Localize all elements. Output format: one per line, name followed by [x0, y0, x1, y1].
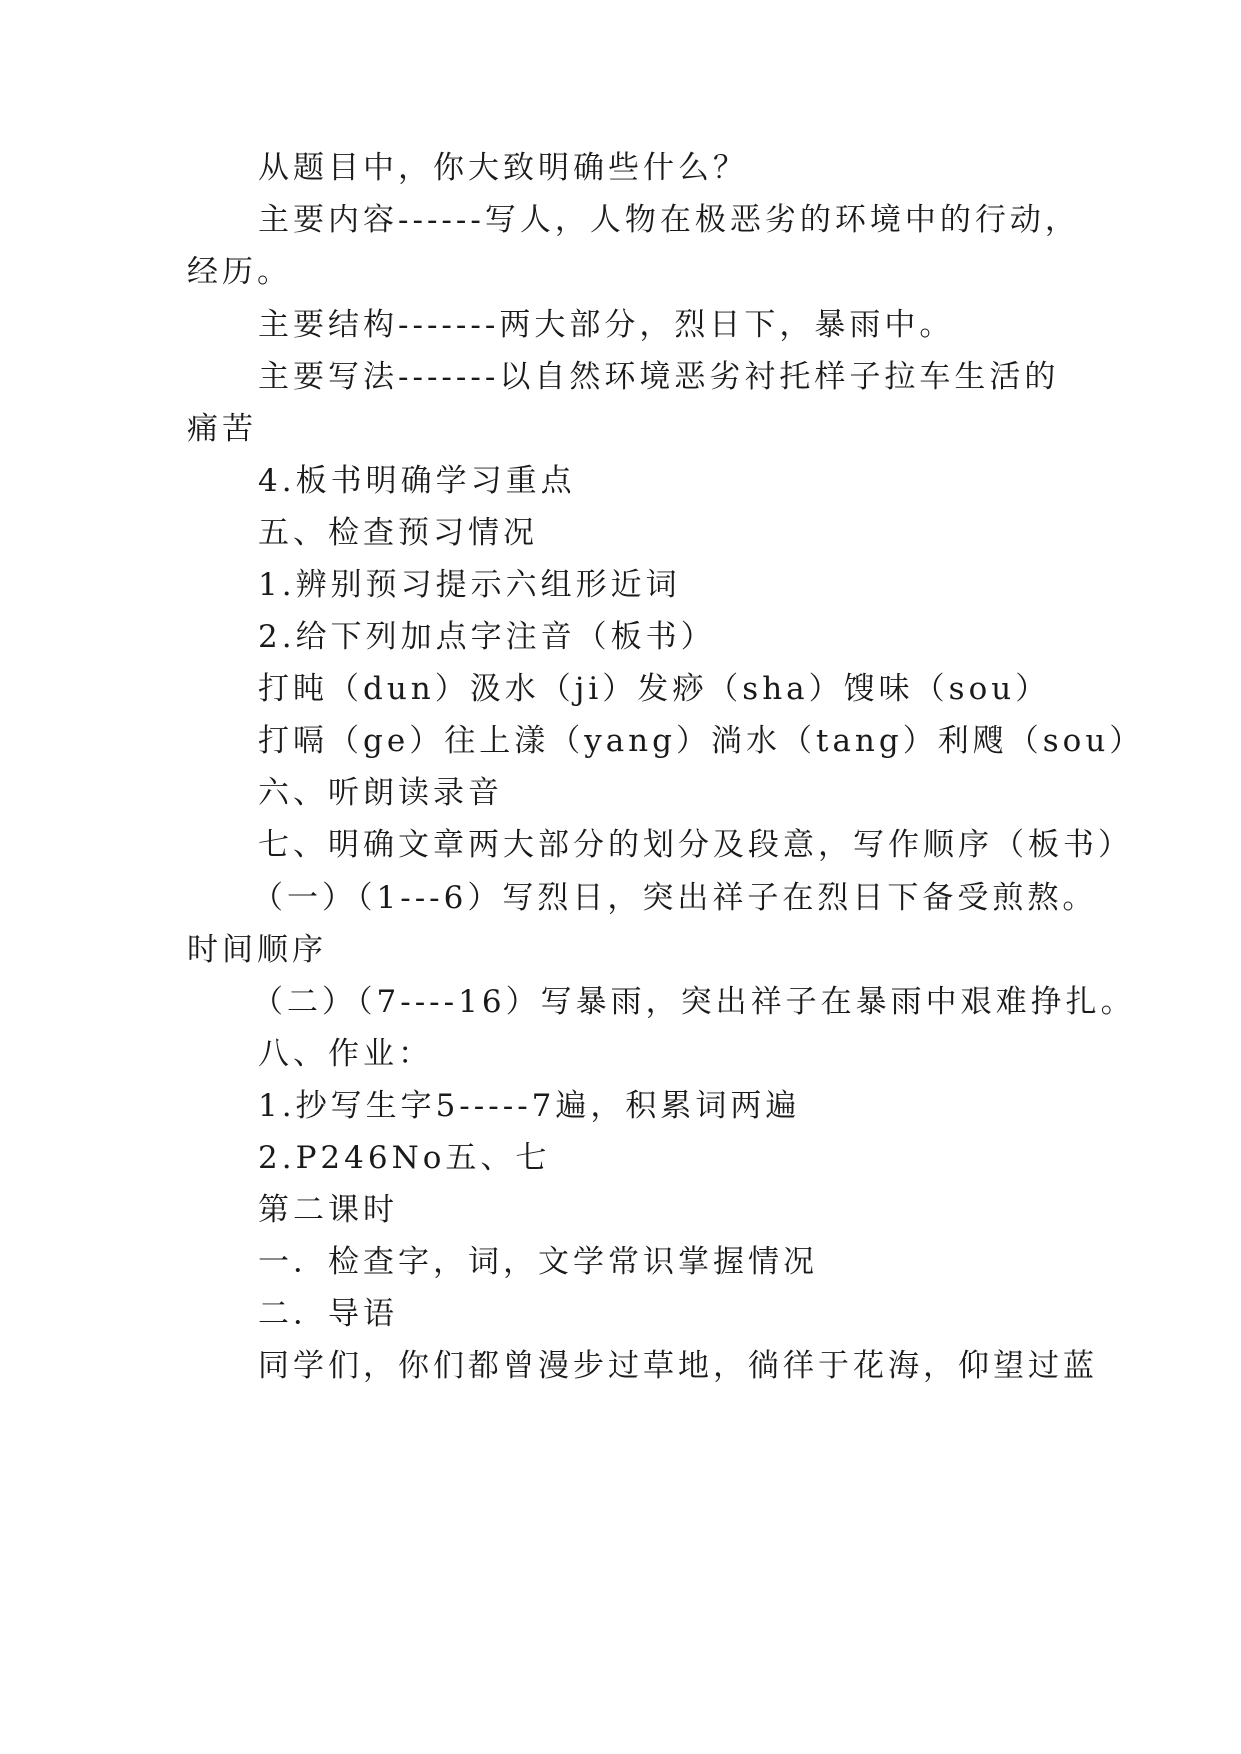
text-line-17: （二）（7----16）写暴雨，突出祥子在暴雨中艰难挣扎。: [252, 984, 1136, 1020]
text-line-16: 时间顺序: [187, 932, 327, 968]
text-line-21: 第二课时: [258, 1192, 398, 1228]
text-line-2: 主要内容------写人，人物在极恶劣的环境中的行动，: [258, 202, 1080, 238]
text-line-4: 主要结构-------两大部分，烈日下，暴雨中。: [258, 307, 955, 343]
text-line-23: 二．导语: [258, 1296, 398, 1332]
text-line-20: 2.P246No五、七: [258, 1140, 551, 1176]
text-line-7: 4.板书明确学习重点: [258, 463, 576, 499]
text-line-14: 七、明确文章两大部分的划分及段意，写作顺序（板书）: [258, 827, 1133, 863]
text-line-5: 主要写法-------以自然环境恶劣衬托样子拉车生活的: [258, 359, 1060, 395]
text-line-15: （一）（1---6）写烈日，突出祥子在烈日下备受煎熬。: [252, 880, 1098, 916]
text-line-12: 打嗝（ge）往上漾（yang）淌水（tang）利飕（sou）: [258, 723, 1145, 759]
text-line-19: 1.抄写生字5-----7遍，积累词两遍: [258, 1088, 801, 1124]
text-line-18: 八、作业：: [258, 1036, 433, 1072]
text-line-24: 同学们，你们都曾漫步过草地，徜徉于花海，仰望过蓝: [258, 1348, 1098, 1384]
text-line-9: 1.辨别预习提示六组形近词: [258, 567, 681, 603]
text-line-22: 一．检查字，词，文学常识掌握情况: [258, 1244, 818, 1280]
text-line-10: 2.给下列加点字注音（板书）: [258, 619, 716, 655]
text-line-1: 从题目中，你大致明确些什么？: [258, 150, 748, 186]
text-line-8: 五、检查预习情况: [258, 515, 538, 551]
text-line-6: 痛苦: [187, 411, 257, 447]
text-line-3: 经历。: [187, 254, 292, 290]
text-line-11: 打盹（dun）汲水（ji）发痧（sha）馊味（sou）: [258, 671, 1051, 707]
text-line-13: 六、听朗读录音: [258, 775, 503, 811]
